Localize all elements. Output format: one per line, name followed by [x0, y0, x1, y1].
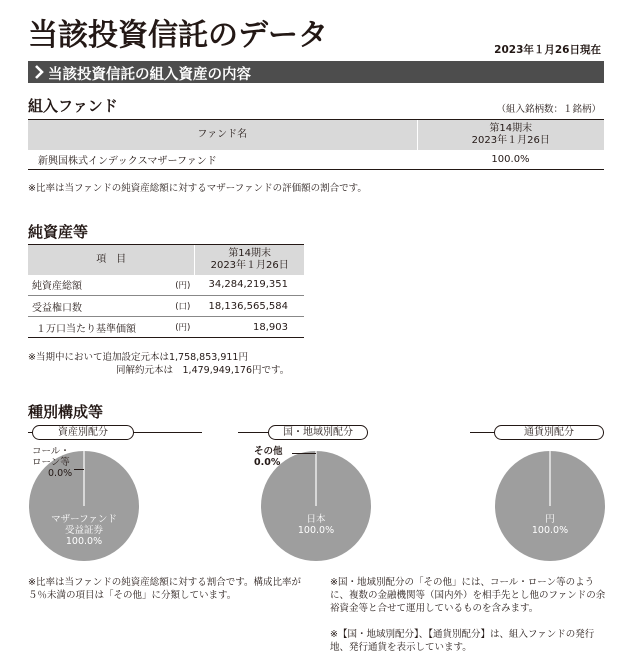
- main-label-line1: 日本: [306, 514, 326, 525]
- row-label: 純資産総額: [28, 275, 169, 296]
- main-value: 100.0%: [531, 525, 569, 536]
- net-assets-note-2: 同解約元本は 1,479,949,176円です。: [116, 365, 290, 376]
- page-title: 当該投資信託のデータ: [28, 18, 328, 53]
- leader-line: [74, 469, 84, 470]
- pie-main-label: [286, 514, 346, 536]
- chart-title-currency: 通貨別配分: [494, 425, 604, 440]
- main-value: 100.0%: [297, 525, 335, 536]
- net-assets-heading: 純資産等: [28, 223, 89, 241]
- pie-main-label: [520, 514, 580, 536]
- net-assets-note-1: ※当期中において追加設定元本は1,758,853,911円: [28, 352, 248, 363]
- row-unit: (円): [169, 275, 195, 296]
- col-period-header: [417, 120, 604, 150]
- net-assets-table: [28, 244, 304, 338]
- table-row: [28, 150, 604, 170]
- main-label-line1: マザーファンド: [51, 514, 117, 525]
- row-value: 34,284,219,351: [195, 275, 304, 296]
- holdings-heading: 組入ファンド: [28, 97, 118, 115]
- section-banner: [28, 61, 604, 83]
- minor-label-line1: その他: [254, 446, 283, 457]
- fund-pct: 100.0%: [417, 150, 604, 170]
- table-row: [28, 317, 304, 338]
- table-row: [28, 296, 304, 317]
- minor-value: 0.0%: [48, 468, 73, 479]
- main-label-line2: 受益証券: [64, 525, 103, 536]
- holdings-count-note: （組入銘柄数：１銘柄）: [496, 104, 601, 115]
- holdings-table: [28, 119, 604, 170]
- composition-note-right-2: ※【国・地域別配分】、【通貨別配分】は、組入ファンドの発行地、発行通貨を表示しています。: [330, 629, 595, 653]
- minor-value: 0.0%: [254, 457, 281, 468]
- composition-note-right-1: ※国・地域別配分の「その他」には、コール・ローン等のように、複数の金融機関等（国内外）を相手先とし他のファンドの余裕資金等と合せて運用しているものを含みます。: [330, 577, 606, 614]
- chart-title-asset: 資産別配分: [32, 425, 134, 440]
- row-value: 18,136,565,584: [195, 296, 304, 317]
- row-value: 18,903: [195, 317, 304, 338]
- col-period-header: [195, 245, 304, 275]
- pie-currency-allocation: [494, 450, 606, 562]
- main-label-line1: 円: [545, 514, 555, 525]
- col-item-header: 項 目: [28, 245, 195, 275]
- row-label: １万口当たり基準価額: [28, 317, 169, 338]
- row-unit: (口): [169, 296, 195, 317]
- col-date-label: 2023年１月26日: [210, 259, 289, 271]
- chevron-right-icon: [34, 65, 44, 79]
- minor-label-line2: ローン等: [32, 457, 70, 468]
- pie-minor-label: [32, 446, 72, 479]
- col-date-label: 2023年１月26日: [471, 134, 550, 146]
- row-label: 受益権口数: [28, 296, 169, 317]
- table-row: [28, 275, 304, 296]
- composition-note-left: ※比率は当ファンドの純資産総額に対する割合です。構成比率が５％未満の項目は「その他」に分類しています。: [28, 577, 302, 601]
- pie-minor-label: [254, 446, 283, 468]
- banner-label: 当該投資信託の組入資産の内容: [48, 67, 251, 83]
- row-unit: (円): [169, 317, 195, 338]
- pie-main-label: [45, 514, 123, 547]
- leader-line: [292, 453, 316, 454]
- col-fund-header: ファンド名: [28, 120, 417, 150]
- chart-title-country: 国・地域別配分: [268, 425, 368, 440]
- holdings-footnote: ※比率は当ファンドの純資産総額に対するマザーファンドの評価額の割合です。: [28, 183, 367, 194]
- main-value: 100.0%: [65, 536, 103, 547]
- col-period-label: 第14期末: [228, 247, 272, 259]
- composition-heading: 種別構成等: [28, 403, 104, 421]
- fund-name: 新興国株式インデックスマザーファンド: [28, 150, 417, 170]
- minor-label-line1: コール・: [32, 446, 70, 457]
- col-period-label: 第14期末: [489, 122, 533, 134]
- as-of-date: 2023年１月26日現在: [494, 44, 601, 56]
